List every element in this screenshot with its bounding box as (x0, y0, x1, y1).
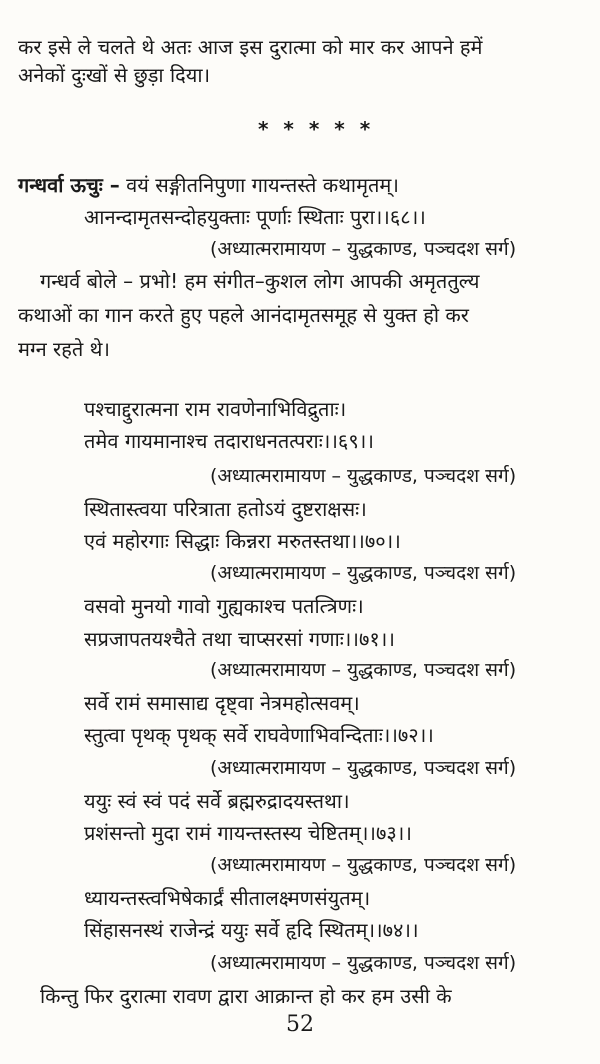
verse-line: पश्चाद्दुरात्मना राम रावणेनाभिविद्रुताः। (84, 397, 347, 421)
page-number: 52 (286, 1012, 314, 1037)
section-divider: * * * * * (258, 117, 375, 141)
verse-line: तमेव गायमानाश्च तदाराधनतत्पराः।।६९।। (84, 429, 374, 453)
prose-line: कथाओं का गान करते हुए पहले आनंदामृतसमूह से युक्त हो कर (18, 303, 469, 327)
verse-reference: (अध्यात्मरामायण – युद्धकाण्ड, पञ्चदश सर्ग) (210, 854, 517, 876)
prose-line: मग्न रहते थे। (18, 337, 110, 361)
verse-line: स्तुत्वा पृथक् पृथक् सर्वे राघवेणाभिवन्दिताः।।७२।। (84, 723, 434, 747)
verse-reference: (अध्यात्मरामायण – युद्धकाण्ड, पञ्चदश सर्ग) (210, 952, 517, 974)
speaker-label: गन्धर्वा ऊचुः – (18, 173, 120, 197)
verse-line: आनन्दामृतसन्दोहयुक्ताः पूर्णाः स्थिताः पुरा।।६८।। (84, 205, 426, 229)
verse-text: वयं सङ्गीतनिपुणा गायन्तस्ते कथामृतम्। (119, 173, 399, 197)
verse-line: ध्यायन्तस्त्वभिषेकार्द्रं सीतालक्ष्मणसंयुतम्। (84, 886, 371, 910)
verse-reference: (अध्यात्मरामायण – युद्धकाण्ड, पञ्चदश सर्ग) (210, 659, 517, 681)
verse-reference: (अध्यात्मरामायण – युद्धकाण्ड, पञ्चदश सर्ग) (210, 562, 517, 584)
verse-line: सप्रजापतयश्चैते तथा चाप्सरसां गणाः।।७१।। (84, 627, 395, 651)
verse-line: ययुः स्वं स्वं पदं सर्वे ब्रह्मरुद्रादयस्तथा। (84, 789, 350, 813)
verse-reference: (अध्यात्मरामायण – युद्धकाण्ड, पञ्चदश सर्ग) (210, 238, 517, 260)
verse-line: प्रशंसन्तो मुदा रामं गायन्तस्तस्य चेष्टितम्।।७३।। (84, 821, 412, 845)
verse-reference: (अध्यात्मरामायण – युद्धकाण्ड, पञ्चदश सर्ग) (210, 465, 517, 487)
verse-line: स्थितास्त्वया परित्राता हतोऽयं दुष्टराक्षसः। (84, 497, 367, 521)
prose-line: अनेकों दुःखों से छुड़ा दिया। (18, 63, 211, 87)
verse-line (0, 172, 600, 198)
prose-line: कर इसे ले चलते थे अतः आज इस दुरात्मा को मार कर आपने हमें (18, 35, 483, 59)
verse-line: सिंहासनस्थं राजेन्द्रं ययुः सर्वे हृदि स्थितम्।।७४।। (84, 918, 419, 942)
verse-line: सर्वे रामं समासाद्य दृष्ट्वा नेत्रमहोत्सवम्। (84, 691, 360, 715)
verse-reference: (अध्यात्मरामायण – युद्धकाण्ड, पञ्चदश सर्ग) (210, 757, 517, 779)
prose-line: किन्तु फिर दुरात्मा रावण द्वारा आक्रान्त हो कर हम उसी के (40, 984, 452, 1008)
verse-line: एवं महोरगाः सिद्धाः किन्नरा मरुतस्तथा।।७०।। (84, 529, 401, 553)
verse-line: वसवो मुनयो गावो गुह्यकाश्च पतत्त्रिणः। (84, 594, 364, 618)
prose-line: गन्धर्व बोले – प्रभो! हम संगीत–कुशल लोग आपकी अमृततुल्य (40, 269, 480, 293)
